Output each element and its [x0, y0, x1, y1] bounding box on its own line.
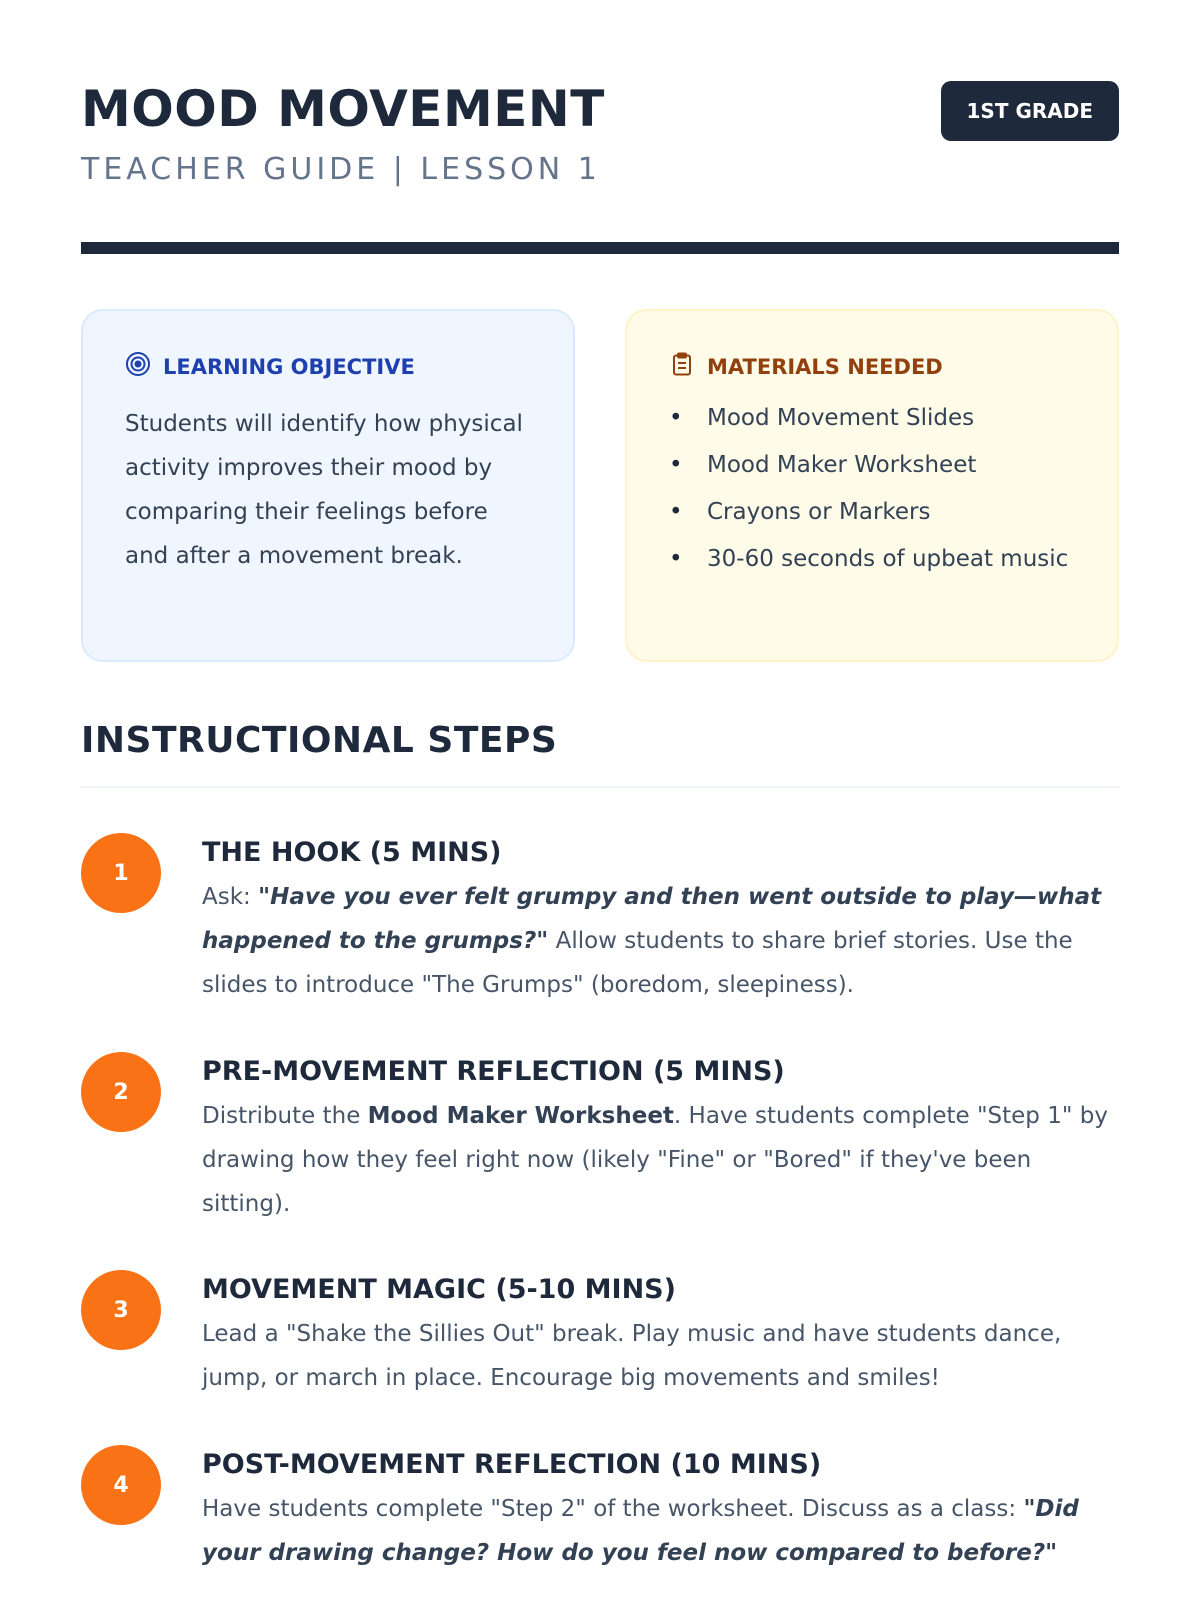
step-quote: "Did your drawing change? How do you feel now compared to before?" — [202, 1496, 1079, 1566]
step-text: Ask: — [202, 884, 259, 910]
learning-objective-header — [125, 351, 531, 382]
learning-objective-heading: LEARNING OBJECTIVE — [163, 354, 415, 379]
clipboard-icon — [669, 351, 695, 382]
worksheet-name: Mood Maker Worksheet — [367, 1103, 674, 1129]
materials-list — [669, 398, 1075, 579]
learning-objective-text: Students will identify how physical activity improves their mood by comparing their feelings before and after a movement break. — [125, 411, 523, 569]
steps-divider — [81, 786, 1119, 788]
header-divider — [81, 242, 1119, 254]
step-content — [202, 1052, 1119, 1226]
step-description — [202, 875, 1119, 1007]
step-number-badge: 2 — [81, 1052, 161, 1132]
step-2 — [81, 1052, 1119, 1226]
step-text: Have students complete "Step 2" of the worksheet. Discuss as a class: — [202, 1496, 1024, 1522]
materials-item: • Mood Maker Worksheet — [669, 445, 1075, 485]
page-title: MOOD MOVEMENT — [81, 80, 605, 138]
step-content — [202, 833, 1119, 1007]
target-icon — [125, 351, 151, 382]
step-1 — [81, 833, 1119, 1007]
step-text: Distribute the — [202, 1103, 368, 1129]
info-cards — [81, 309, 1119, 664]
page-header — [81, 0, 1119, 236]
lesson-page — [0, 0, 1200, 236]
step-text: . Have students complete "Step 1" by drawing how they feel right now (likely "Fine" or "Bored" if they've been sitting). — [202, 1103, 1108, 1217]
step-number-badge: 4 — [81, 1445, 161, 1525]
step-description — [202, 1487, 1119, 1575]
materials-header — [669, 351, 1075, 382]
step-title: MOVEMENT MAGIC (5-10 MINS) — [202, 1274, 676, 1305]
steps-section-title: INSTRUCTIONAL STEPS — [81, 720, 558, 761]
step-4 — [81, 1445, 1119, 1575]
materials-item: • Crayons or Markers — [669, 492, 1075, 532]
materials-heading: MATERIALS NEEDED — [707, 354, 943, 379]
step-title: POST-MOVEMENT REFLECTION (10 MINS) — [202, 1449, 822, 1480]
step-content — [202, 1445, 1119, 1575]
step-description — [202, 1094, 1119, 1226]
step-description: Lead a "Shake the Sillies Out" break. Play music and have students dance, jump, or march in place. Encourage big movements and smiles! — [202, 1321, 1062, 1391]
step-text: Allow students to share brief stories. Use the slides to introduce "The Grumps" (boredom, sleepiness). — [202, 928, 1073, 998]
step-number-badge: 3 — [81, 1270, 161, 1350]
materials-card — [625, 309, 1119, 662]
step-3 — [81, 1270, 1119, 1400]
step-title: PRE-MOVEMENT REFLECTION (5 MINS) — [202, 1056, 785, 1087]
step-quote: "Have you ever felt grumpy and then went outside to play—what happened to the grumps?" — [202, 884, 1102, 954]
page-subtitle: TEACHER GUIDE | LESSON 1 — [81, 152, 601, 187]
step-number-badge: 1 — [81, 833, 161, 913]
materials-item: • Mood Movement Slides — [669, 398, 1075, 438]
step-title: THE HOOK (5 MINS) — [202, 837, 502, 868]
step-content — [202, 1270, 1119, 1400]
grade-badge: 1ST GRADE — [941, 81, 1119, 141]
learning-objective-card — [81, 309, 575, 662]
materials-item: • 30-60 seconds of upbeat music — [669, 539, 1075, 579]
